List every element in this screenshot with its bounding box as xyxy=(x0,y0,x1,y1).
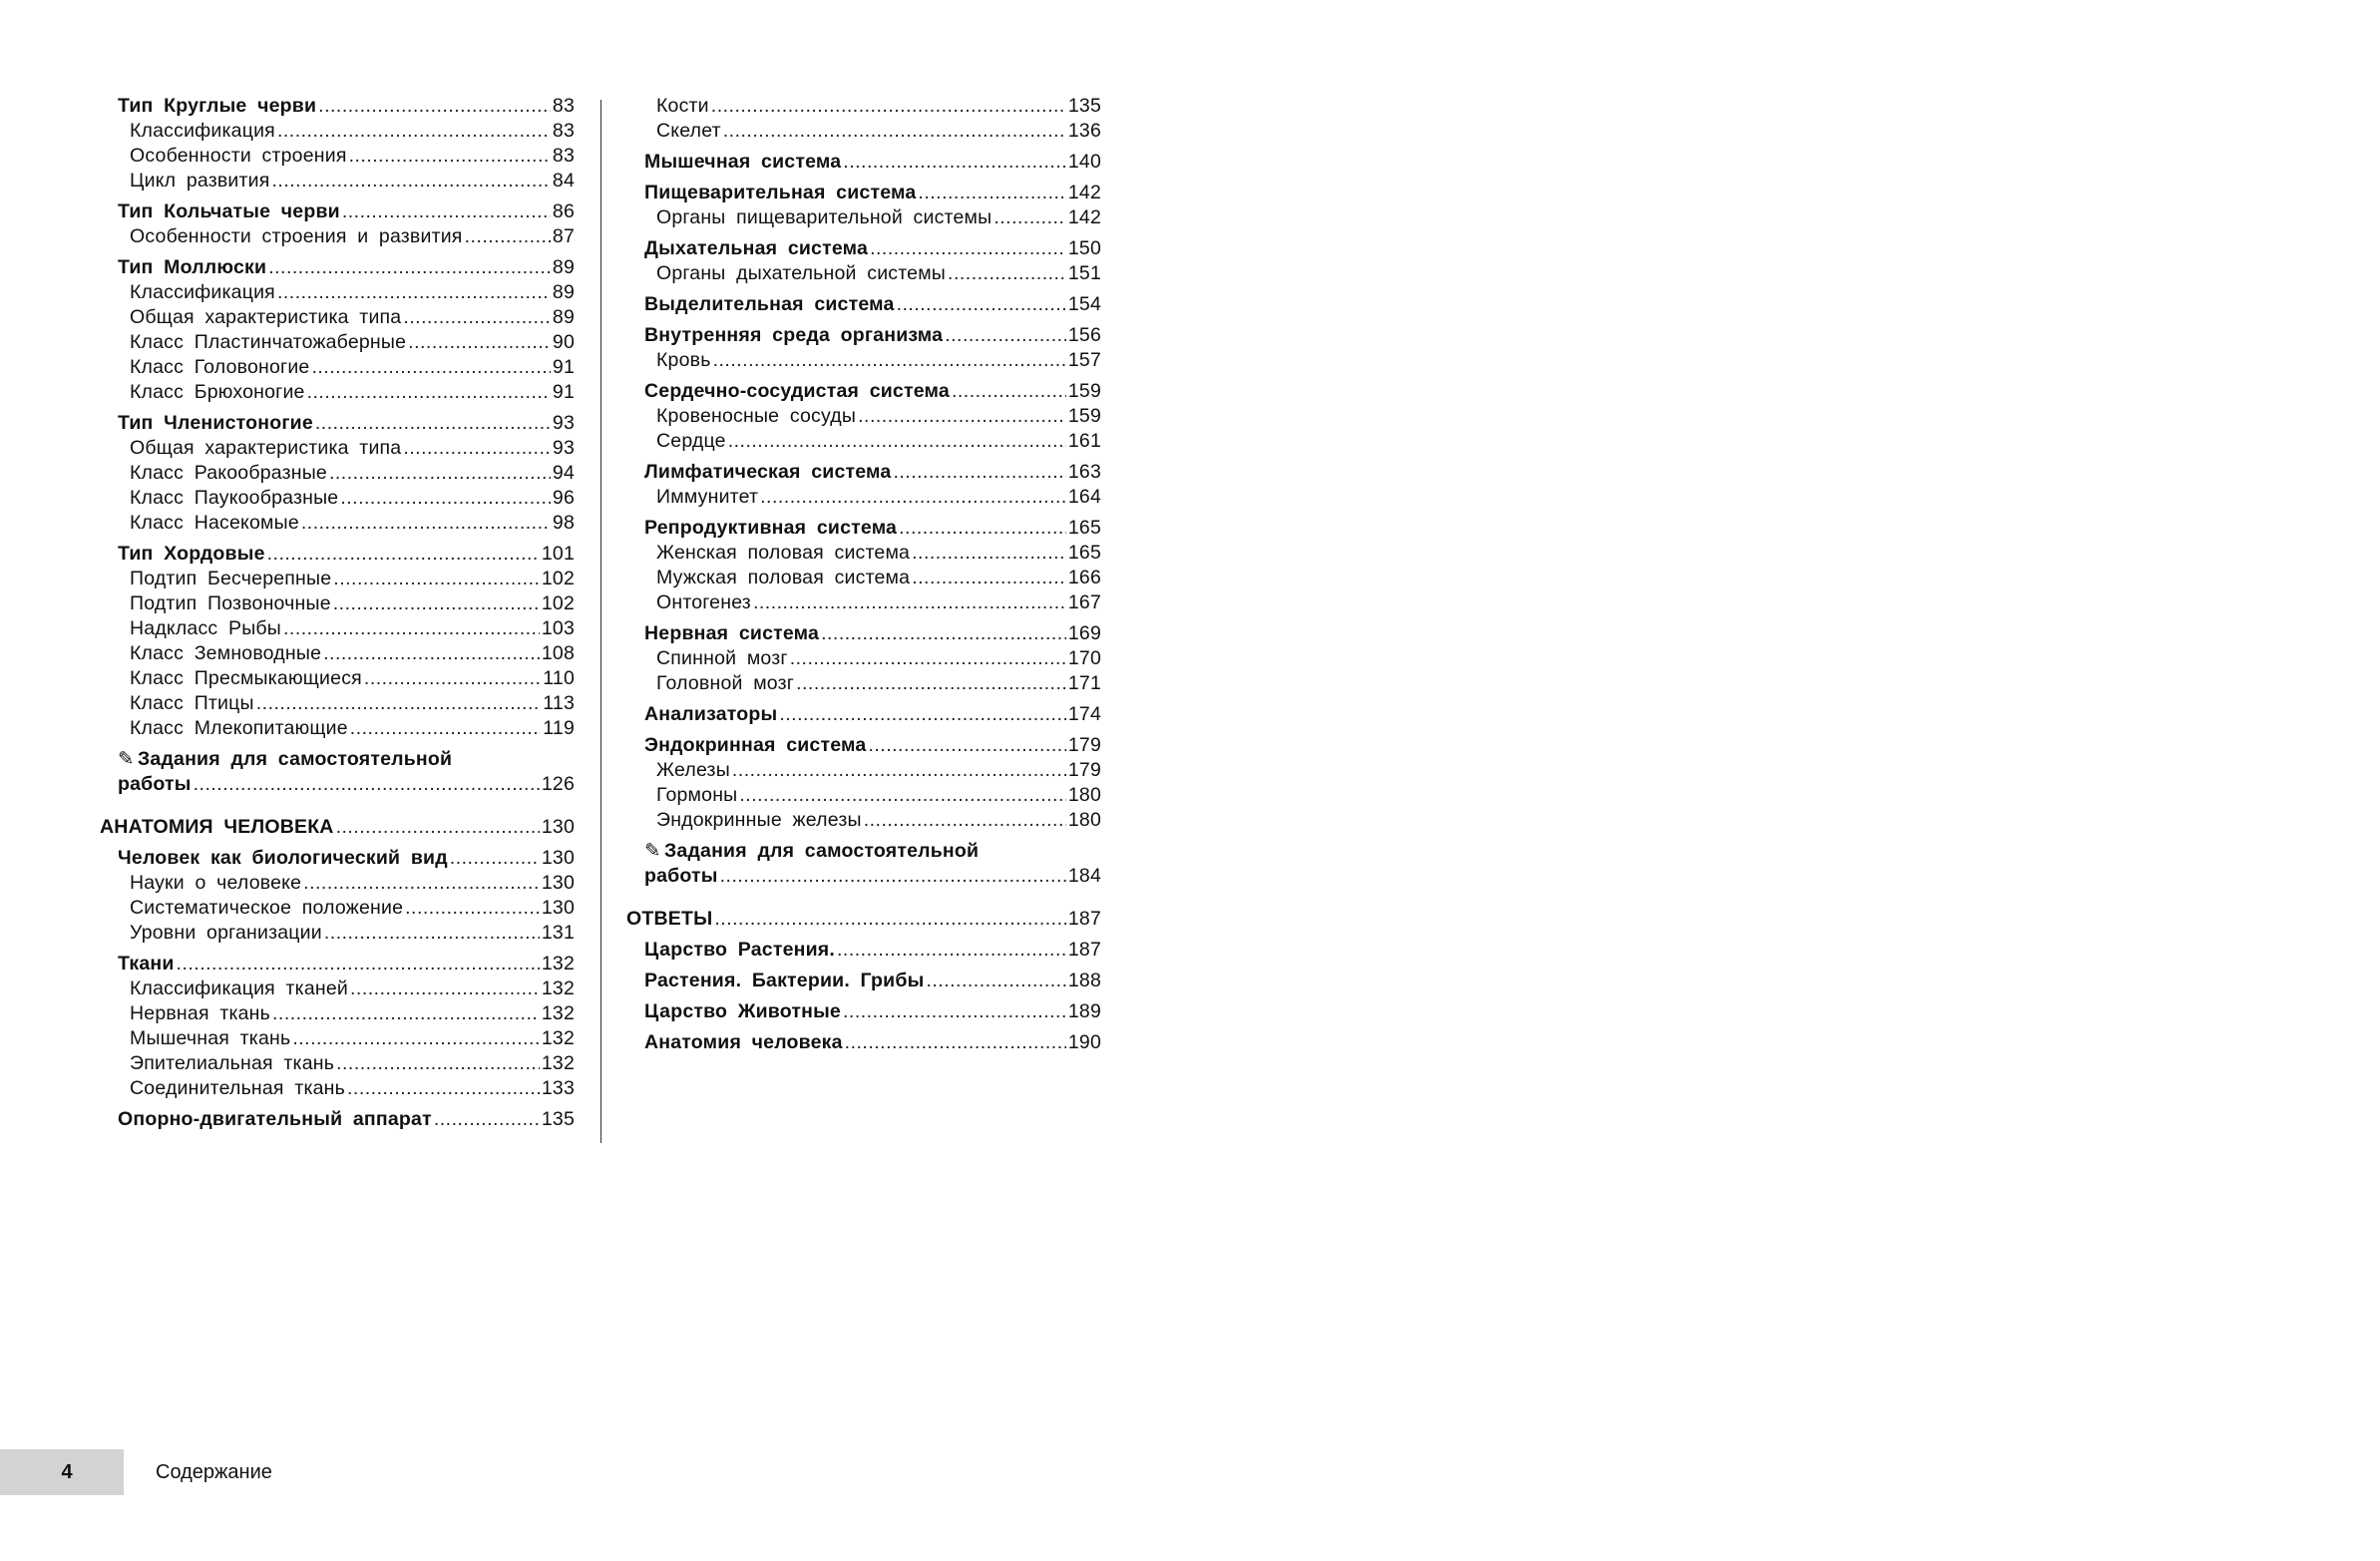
dot-leader xyxy=(315,411,551,436)
pencil-icon: ✎ xyxy=(118,748,135,770)
toc-section-entry[interactable] xyxy=(100,846,575,871)
dot-leader xyxy=(918,181,1065,205)
toc-page-number: 132 xyxy=(541,1052,575,1074)
toc-page-number: 161 xyxy=(1067,430,1101,452)
toc-page-number: 136 xyxy=(1067,120,1101,142)
dot-leader xyxy=(324,921,540,946)
toc-entry-label: Гормоны xyxy=(656,784,738,806)
toc-entry-label: Царство Животные xyxy=(644,1000,841,1022)
toc-task-entry[interactable] xyxy=(100,772,575,797)
toc-entry-label: ОТВЕТЫ xyxy=(626,908,713,930)
toc-part-entry[interactable] xyxy=(626,907,1101,932)
dot-leader xyxy=(403,436,551,461)
dot-leader xyxy=(779,702,1066,727)
toc-entry-label: Соединительная ткань xyxy=(130,1077,345,1099)
toc-subsection-entry[interactable] xyxy=(626,758,1101,783)
toc-page-number: 131 xyxy=(541,922,575,944)
toc-section-entry[interactable] xyxy=(626,999,1101,1024)
toc-entry-label: Особенности строения и развития xyxy=(130,225,463,247)
dot-leader xyxy=(732,758,1066,783)
toc-page-number: 87 xyxy=(552,225,575,247)
dot-leader xyxy=(177,952,540,976)
dot-leader xyxy=(329,461,551,486)
dot-leader xyxy=(336,815,540,840)
toc-page-number: 142 xyxy=(1067,206,1101,228)
toc-section-entry[interactable] xyxy=(626,938,1101,963)
toc-page-number: 89 xyxy=(552,256,575,278)
toc-subsection-entry[interactable] xyxy=(626,261,1101,286)
dot-leader xyxy=(760,485,1066,510)
toc-entry-label: Тип Хордовые xyxy=(118,543,265,565)
toc-page-number: 132 xyxy=(541,977,575,999)
toc-subsection-entry[interactable] xyxy=(626,348,1101,373)
toc-subsection-entry[interactable] xyxy=(100,691,575,716)
dot-leader xyxy=(864,808,1066,833)
toc-page-number: 91 xyxy=(552,381,575,403)
toc-section-entry[interactable] xyxy=(626,516,1101,541)
dot-leader xyxy=(948,261,1066,286)
toc-page-number: 91 xyxy=(552,356,575,378)
toc-page-number: 164 xyxy=(1067,486,1101,508)
toc-subsection-entry[interactable] xyxy=(100,666,575,691)
toc-section-entry[interactable] xyxy=(100,1107,575,1132)
toc-subsection-entry[interactable] xyxy=(100,330,575,355)
toc-page-number: 130 xyxy=(541,816,575,838)
dot-leader xyxy=(899,516,1066,541)
toc-entry-label: Железы xyxy=(656,759,730,781)
toc-entry-label: Класс Брюхоногие xyxy=(130,381,305,403)
toc-entry-label: Скелет xyxy=(656,120,721,142)
toc-entry-label: Ткани xyxy=(118,953,175,975)
toc-section-entry[interactable] xyxy=(100,94,575,119)
dot-leader xyxy=(739,783,1065,808)
toc-page-number: 108 xyxy=(541,642,575,664)
toc-entry-label: Головной мозг xyxy=(656,672,795,694)
toc-page-number: 189 xyxy=(1067,1000,1101,1022)
toc-entry-label: Науки о человеке xyxy=(130,872,302,894)
toc-subsection-entry[interactable] xyxy=(626,119,1101,144)
toc-subsection-entry[interactable] xyxy=(100,1026,575,1051)
dot-leader xyxy=(843,150,1066,175)
toc-subsection-entry[interactable] xyxy=(100,144,575,169)
toc-subsection-entry[interactable] xyxy=(100,896,575,921)
toc-subsection-entry[interactable] xyxy=(626,485,1101,510)
toc-entry-label: Спинной мозг xyxy=(656,647,788,669)
toc-entry-label: Нервная система xyxy=(644,622,820,644)
toc-entry-label: Подтип Позвоночные xyxy=(130,592,331,614)
toc-page-number: 83 xyxy=(552,120,575,142)
toc-subsection-entry[interactable] xyxy=(100,716,575,741)
dot-leader xyxy=(350,976,540,1001)
toc-column-left xyxy=(100,94,575,1132)
dot-leader xyxy=(893,460,1065,485)
toc-entry-label: Класс Ракообразные xyxy=(130,462,327,484)
toc-entry-label: Кровеносные сосуды xyxy=(656,405,857,427)
dot-leader xyxy=(336,1051,540,1076)
toc-entry-label: Нервная ткань xyxy=(130,1002,270,1024)
dot-leader xyxy=(837,938,1066,963)
toc-subsection-entry[interactable] xyxy=(100,976,575,1001)
toc-page-number: 135 xyxy=(1067,95,1101,117)
dot-leader xyxy=(870,236,1066,261)
toc-entry-label: Надкласс Рыбы xyxy=(130,617,282,639)
toc-entry-label: Человек как биологический вид xyxy=(118,847,448,869)
toc-subsection-entry[interactable] xyxy=(100,169,575,194)
toc-entry-label: Классификация xyxy=(130,120,275,142)
dot-leader xyxy=(342,199,551,224)
toc-entry-label: Анатомия человека xyxy=(644,1031,843,1053)
toc-entry-label: Подтип Бесчерепные xyxy=(130,568,332,589)
toc-page-number: 101 xyxy=(541,543,575,565)
toc-page-number: 188 xyxy=(1067,970,1101,991)
dot-leader xyxy=(723,119,1066,144)
dot-leader xyxy=(711,94,1066,119)
toc-page-number: 169 xyxy=(1067,622,1101,644)
toc-entry-label: Онтогенез xyxy=(656,591,751,613)
toc-entry-label: Опорно-двигательный аппарат xyxy=(118,1108,432,1130)
pencil-icon: ✎ xyxy=(644,840,661,862)
dot-leader xyxy=(450,846,540,871)
toc-page-number: 110 xyxy=(543,667,575,689)
toc-task-label-cont: работы xyxy=(644,865,718,887)
toc-entry-label: Внутренняя среда организма xyxy=(644,324,944,346)
toc-subsection-entry[interactable] xyxy=(100,641,575,666)
dot-leader xyxy=(303,871,540,896)
dot-leader xyxy=(993,205,1066,230)
toc-page-number: 150 xyxy=(1067,237,1101,259)
toc-section-entry[interactable] xyxy=(626,969,1101,993)
toc-entry-label: Класс Земноводные xyxy=(130,642,322,664)
toc-page-number: 179 xyxy=(1067,759,1101,781)
toc-subsection-entry[interactable] xyxy=(100,380,575,405)
toc-entry-label: Класс Млекопитающие xyxy=(130,717,348,739)
toc-part-entry[interactable] xyxy=(100,815,575,840)
dot-leader xyxy=(292,1026,540,1051)
column-divider xyxy=(600,100,601,1143)
dot-leader xyxy=(796,671,1066,696)
toc-entry-label: Классификация xyxy=(130,281,275,303)
toc-subsection-entry[interactable] xyxy=(100,1051,575,1076)
toc-page-number: 133 xyxy=(541,1077,575,1099)
toc-section-entry[interactable] xyxy=(626,323,1101,348)
toc-subsection-entry[interactable] xyxy=(626,808,1101,833)
dot-leader xyxy=(272,169,551,194)
dot-leader xyxy=(465,224,551,249)
toc-entry-label: Тип Круглые черви xyxy=(118,95,317,117)
toc-subsection-entry[interactable] xyxy=(626,404,1101,429)
dot-leader xyxy=(843,999,1066,1024)
toc-section-entry[interactable] xyxy=(626,702,1101,727)
dot-leader xyxy=(753,590,1066,615)
toc-entry-label: Растения. Бактерии. Грибы xyxy=(644,970,925,991)
dot-leader xyxy=(349,144,551,169)
dot-leader xyxy=(868,733,1065,758)
toc-page-number: 179 xyxy=(1067,734,1101,756)
toc-section-entry[interactable] xyxy=(626,733,1101,758)
toc-task-entry[interactable] xyxy=(626,864,1101,889)
toc-entry-label: Анализаторы xyxy=(644,703,778,725)
toc-page-number: 83 xyxy=(552,95,575,117)
toc-page-number: 103 xyxy=(541,617,575,639)
toc-entry-label: Сердце xyxy=(656,430,726,452)
toc-page-number: 132 xyxy=(541,1002,575,1024)
dot-leader xyxy=(301,511,551,536)
toc-entry-label: Мышечная система xyxy=(644,151,842,173)
dot-leader xyxy=(858,404,1066,429)
toc-page-number: 132 xyxy=(541,1027,575,1049)
toc-entry-label: Тип Моллюски xyxy=(118,256,267,278)
dot-leader xyxy=(277,280,551,305)
toc-page-number: 171 xyxy=(1067,672,1101,694)
dot-leader xyxy=(945,323,1066,348)
toc-page-number: 113 xyxy=(543,692,575,714)
toc-page-number: 83 xyxy=(552,145,575,167)
toc-page-number: 96 xyxy=(552,487,575,509)
toc-page-number: 180 xyxy=(1067,809,1101,831)
toc-task-heading[interactable] xyxy=(100,747,575,772)
toc-page-number: 119 xyxy=(543,717,575,739)
toc-subsection-entry[interactable] xyxy=(100,355,575,380)
toc-subsection-entry[interactable] xyxy=(626,783,1101,808)
toc-entry-label: Иммунитет xyxy=(656,486,759,508)
toc-page-number: 84 xyxy=(552,170,575,192)
dot-leader xyxy=(728,429,1066,454)
toc-entry-label: Выделительная система xyxy=(644,293,895,315)
toc-page-number: 130 xyxy=(541,872,575,894)
toc-subsection-entry[interactable] xyxy=(100,511,575,536)
toc-section-entry[interactable] xyxy=(100,255,575,280)
dot-leader xyxy=(347,1076,540,1101)
toc-page-number: 142 xyxy=(1067,182,1101,203)
toc-page-number: 102 xyxy=(541,568,575,589)
toc-subsection-entry[interactable] xyxy=(100,567,575,591)
toc-entry-label: Органы пищеварительной системы xyxy=(656,206,992,228)
dot-leader xyxy=(720,864,1066,889)
toc-entry-label: Мужская половая система xyxy=(656,567,911,588)
toc-section-entry[interactable] xyxy=(100,542,575,567)
toc-section-entry[interactable] xyxy=(626,1030,1101,1055)
toc-entry-label: Цикл развития xyxy=(130,170,270,192)
toc-page-number: 190 xyxy=(1067,1031,1101,1053)
toc-entry-label: Царство Растения. xyxy=(644,939,835,961)
toc-entry-label: АНАТОМИЯ ЧЕЛОВЕКА xyxy=(100,816,334,838)
dot-leader xyxy=(845,1030,1066,1055)
running-title: Содержание xyxy=(156,1461,272,1483)
toc-page-number: 163 xyxy=(1067,461,1101,483)
dot-leader xyxy=(405,896,540,921)
toc-subsection-entry[interactable] xyxy=(626,646,1101,671)
toc-subsection-entry[interactable] xyxy=(626,429,1101,454)
toc-page-number: 135 xyxy=(541,1108,575,1130)
dot-leader xyxy=(340,486,551,511)
dot-leader xyxy=(364,666,541,691)
toc-subsection-entry[interactable] xyxy=(100,1076,575,1101)
toc-entry-label: Кости xyxy=(656,95,709,117)
toc-subsection-entry[interactable] xyxy=(100,871,575,896)
toc-subsection-entry[interactable] xyxy=(626,671,1101,696)
toc-section-entry[interactable] xyxy=(100,411,575,436)
toc-entry-label: Общая характеристика типа xyxy=(130,437,402,459)
toc-section-entry[interactable] xyxy=(626,236,1101,261)
toc-entry-label: Класс Пресмыкающиеся xyxy=(130,667,362,689)
toc-page-number: 102 xyxy=(541,592,575,614)
toc-page-number: 159 xyxy=(1067,405,1101,427)
toc-page-number: 151 xyxy=(1067,262,1101,284)
toc-entry-label: Класс Насекомые xyxy=(130,512,299,534)
dot-leader xyxy=(713,348,1066,373)
toc-entry-label: Репродуктивная система xyxy=(644,517,898,539)
toc-subsection-entry[interactable] xyxy=(100,305,575,330)
dot-leader xyxy=(434,1107,540,1132)
toc-task-label: Задания для самостоятельной xyxy=(664,840,980,862)
toc-subsection-entry[interactable] xyxy=(100,1001,575,1026)
dot-leader xyxy=(283,616,540,641)
toc-page-number: 165 xyxy=(1067,542,1101,564)
dot-leader xyxy=(272,1001,540,1026)
dot-leader xyxy=(403,305,551,330)
toc-page-number: 165 xyxy=(1067,517,1101,539)
dot-leader xyxy=(333,567,540,591)
dot-leader xyxy=(318,94,551,119)
dot-leader xyxy=(897,292,1066,317)
toc-subsection-entry[interactable] xyxy=(626,205,1101,230)
toc-subsection-entry[interactable] xyxy=(626,566,1101,590)
toc-subsection-entry[interactable] xyxy=(100,591,575,616)
toc-entry-label: Общая характеристика типа xyxy=(130,306,402,328)
toc-entry-label: Сердечно-сосудистая система xyxy=(644,380,950,402)
toc-page-number: 154 xyxy=(1067,293,1101,315)
dot-leader xyxy=(912,541,1066,566)
dot-leader xyxy=(821,621,1066,646)
toc-entry-label: Класс Пластинчатожаберные xyxy=(130,331,407,353)
toc-page-number: 184 xyxy=(1067,865,1101,887)
toc-entry-label: Тип Кольчатые черви xyxy=(118,200,340,222)
toc-page-number: 89 xyxy=(552,306,575,328)
toc-page-number: 174 xyxy=(1067,703,1101,725)
toc-column-right xyxy=(626,94,1101,1055)
toc-section-entry[interactable] xyxy=(626,150,1101,175)
toc-entry-label: Дыхательная система xyxy=(644,237,869,259)
dot-leader xyxy=(194,772,540,797)
toc-page-number: 140 xyxy=(1067,151,1101,173)
toc-page-number: 132 xyxy=(541,953,575,975)
dot-leader xyxy=(323,641,540,666)
toc-page-number: 180 xyxy=(1067,784,1101,806)
toc-page-number: 166 xyxy=(1067,567,1101,588)
toc-entry-label: Особенности строения xyxy=(130,145,347,167)
dot-leader xyxy=(267,542,540,567)
toc-subsection-entry[interactable] xyxy=(626,94,1101,119)
dot-leader xyxy=(926,969,1065,993)
toc-subsection-entry[interactable] xyxy=(100,436,575,461)
toc-subsection-entry[interactable] xyxy=(100,461,575,486)
toc-entry-label: Класс Паукообразные xyxy=(130,487,339,509)
toc-section-entry[interactable] xyxy=(626,292,1101,317)
toc-entry-label: Эндокринные железы xyxy=(656,809,862,831)
toc-page-number: 126 xyxy=(541,773,575,795)
toc-entry-label: Класс Птицы xyxy=(130,692,254,714)
toc-page-number: 157 xyxy=(1067,349,1101,371)
toc-page-number: 167 xyxy=(1067,591,1101,613)
dot-leader xyxy=(333,591,540,616)
toc-entry-label: Женская половая система xyxy=(656,542,911,564)
dot-leader xyxy=(256,691,542,716)
dot-leader xyxy=(408,330,551,355)
page-number: 4 xyxy=(61,1461,73,1483)
dot-leader xyxy=(790,646,1066,671)
toc-entry-label: Тип Членистоногие xyxy=(118,412,313,434)
toc-page-number: 94 xyxy=(552,462,575,484)
toc-page-number: 93 xyxy=(552,412,575,434)
toc-entry-label: Эндокринная система xyxy=(644,734,867,756)
dot-leader xyxy=(277,119,551,144)
toc-page-number: 187 xyxy=(1067,939,1101,961)
dot-leader xyxy=(350,716,542,741)
dot-leader xyxy=(307,380,551,405)
toc-task-label: Задания для самостоятельной xyxy=(138,748,453,770)
toc-entry-label: Классификация тканей xyxy=(130,977,348,999)
toc-subsection-entry[interactable] xyxy=(100,119,575,144)
toc-page-number: 98 xyxy=(552,512,575,534)
toc-entry-label: Уровни организации xyxy=(130,922,322,944)
toc-page-number: 130 xyxy=(541,897,575,919)
toc-subsection-entry[interactable] xyxy=(626,541,1101,566)
toc-subsection-entry[interactable] xyxy=(626,590,1101,615)
toc-entry-label: Мышечная ткань xyxy=(130,1027,291,1049)
toc-section-entry[interactable] xyxy=(626,379,1101,404)
toc-page-number: 86 xyxy=(552,200,575,222)
toc-page-number: 130 xyxy=(541,847,575,869)
toc-section-entry[interactable] xyxy=(100,952,575,976)
toc-subsection-entry[interactable] xyxy=(100,486,575,511)
toc-subsection-entry[interactable] xyxy=(100,616,575,641)
dot-leader xyxy=(268,255,551,280)
toc-page-number: 187 xyxy=(1067,908,1101,930)
toc-entry-label: Класс Головоногие xyxy=(130,356,310,378)
toc-entry-label: Эпителиальная ткань xyxy=(130,1052,335,1074)
dot-leader xyxy=(952,379,1066,404)
toc-subsection-entry[interactable] xyxy=(100,224,575,249)
toc-entry-label: Органы дыхательной системы xyxy=(656,262,947,284)
toc-page-number: 170 xyxy=(1067,647,1101,669)
toc-page-number: 159 xyxy=(1067,380,1101,402)
toc-entry-label: Лимфатическая система xyxy=(644,461,892,483)
toc-task-label-cont: работы xyxy=(118,773,192,795)
toc-entry-label: Систематическое положение xyxy=(130,897,404,919)
toc-task-heading[interactable] xyxy=(626,839,1101,864)
toc-subsection-entry[interactable] xyxy=(100,921,575,946)
toc-section-entry[interactable] xyxy=(100,199,575,224)
toc-section-entry[interactable] xyxy=(626,621,1101,646)
dot-leader xyxy=(714,907,1065,932)
dot-leader xyxy=(311,355,550,380)
toc-page-number: 156 xyxy=(1067,324,1101,346)
dot-leader xyxy=(912,566,1066,590)
toc-page-number: 93 xyxy=(552,437,575,459)
toc-entry-label: Пищеварительная система xyxy=(644,182,917,203)
toc-page-number: 89 xyxy=(552,281,575,303)
toc-page-number: 90 xyxy=(552,331,575,353)
toc-section-entry[interactable] xyxy=(626,460,1101,485)
toc-entry-label: Кровь xyxy=(656,349,711,371)
toc-section-entry[interactable] xyxy=(626,181,1101,205)
toc-subsection-entry[interactable] xyxy=(100,280,575,305)
